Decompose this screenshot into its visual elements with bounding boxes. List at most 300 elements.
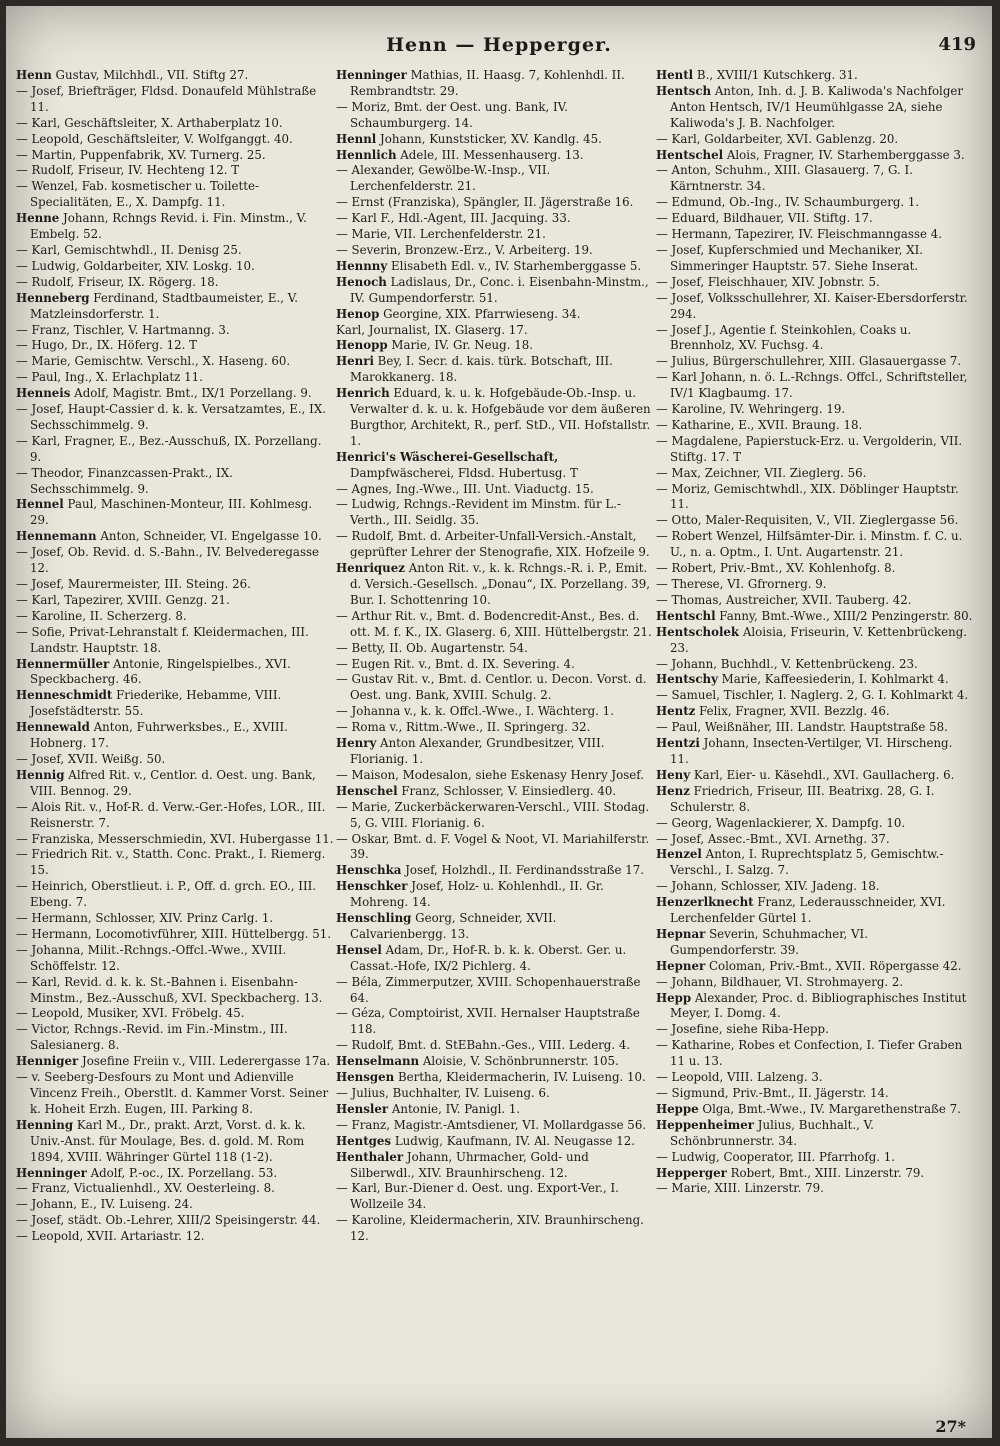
entry-details: — Josef, Ob. Revid. d. S.-Bahn., IV. Belvederegasse 12. [16, 545, 320, 576]
directory-entry [16, 577, 334, 593]
directory-entry [656, 211, 974, 227]
entry-surname: Henschling [336, 911, 412, 926]
directory-entry [16, 832, 334, 848]
column-left [16, 68, 334, 1408]
entry-details: — Rudolf, Friseur, IX. Rögerg. 18. [16, 274, 219, 289]
directory-entry [16, 497, 334, 529]
entry-details: — Wenzel, Fab. kosmetischer u. Toilette-Specialitäten, E., X. Dampfg. 11. [16, 179, 259, 210]
entry-details: — Hermann, Tapezirer, IV. Fleischmanngasse 4. [656, 227, 943, 242]
entry-details: — Leopold, Musiker, XVI. Fröbelg. 45. [16, 1006, 245, 1021]
entry-surname: Henniger [16, 1054, 79, 1069]
directory-entry [656, 991, 974, 1023]
entry-details: Johann, Rchngs Revid. i. Fin. Minstm., V. Embelg. 52. [30, 211, 307, 242]
entry-details: Coloman, Priv.-Bmt., XVII. Röpergasse 42. [705, 958, 962, 973]
directory-entry [656, 1038, 974, 1070]
entry-surname: Henschel [336, 783, 398, 798]
directory-entry [16, 800, 334, 832]
directory-entry [336, 354, 654, 386]
entry-details: — Martin, Puppenfabrik, XV. Turnerg. 25. [16, 147, 266, 162]
entry-details: — Theodor, Finanzcassen-Prakt., IX. Sechsschimmelg. 9. [16, 465, 233, 496]
entry-surname: Henschker [336, 879, 408, 894]
directory-entry [16, 259, 334, 275]
entry-details: Felix, Fragner, XVII. Bezzlg. 46. [695, 704, 890, 719]
directory-entry [16, 1022, 334, 1054]
entry-details: — Maison, Modesalon, siehe Eskenasy Henry Josef. [336, 767, 644, 782]
directory-entry [656, 402, 974, 418]
entry-surname: Henschka [336, 863, 402, 878]
directory-entry [336, 1054, 654, 1070]
directory-entry [16, 609, 334, 625]
entry-surname: Hentsch [656, 83, 712, 98]
entry-details: — Robert, Priv.-Bmt., XV. Kohlenhofg. 8. [656, 561, 896, 576]
entry-details: B., XVIII/1 Kutschkerg. 31. [693, 68, 858, 82]
directory-entry [16, 545, 334, 577]
entry-details: Aloisia, Friseurin, V. Kettenbrückeng. 23. [670, 624, 968, 655]
entry-details: Aloisie, V. Schönbrunnerstr. 105. [419, 1054, 619, 1069]
entry-details: Karl, Journalist, IX. Glaserg. 17. [336, 322, 528, 337]
directory-entry [16, 975, 334, 1007]
directory-entry [656, 847, 974, 879]
entry-surname: Hennlich [336, 147, 397, 162]
entry-details: Adolf, P.-oc., IX. Porzellang. 53. [86, 1165, 278, 1180]
directory-entry [336, 227, 654, 243]
entry-details: — Moriz, Bmt. der Oest. ung. Bank, IV. Schaumburgerg. 14. [336, 99, 568, 130]
entry-details: — Roma v., Rittm.-Wwe., II. Springerg. 32. [336, 720, 591, 735]
directory-entry [16, 163, 334, 179]
directory-entry [336, 768, 654, 784]
directory-entry [656, 354, 974, 370]
entry-details: Paul, Maschinen-Monteur, III. Kohlmesg. 29. [30, 497, 313, 528]
directory-entry [336, 450, 654, 482]
entry-details: — Sofie, Privat-Lehranstalt f. Kleidermachen, III. Landstr. Hauptstr. 18. [16, 624, 309, 655]
directory-entry [656, 704, 974, 720]
entry-details: — Hugo, Dr., IX. Höferg. 12. T [16, 338, 198, 353]
directory-entry [656, 720, 974, 736]
directory-entry [656, 163, 974, 195]
entry-details: — Thomas, Austreicher, XVII. Tauberg. 42. [656, 592, 912, 607]
directory-entry [336, 879, 654, 911]
directory-entry [656, 625, 974, 657]
entry-surname: Hepnar [656, 926, 706, 941]
entry-details: — Edmund, Ob.-Ing., IV. Schaumburgerg. 1. [656, 195, 920, 210]
entry-details: — Josef, Assec.-Bmt., XVI. Arnethg. 37. [656, 831, 890, 846]
directory-entry [16, 84, 334, 116]
entry-details: — Friedrich Rit. v., Statth. Conc. Prakt., I. Riemerg. 15. [16, 847, 326, 878]
entry-surname: Henri [336, 354, 374, 369]
entry-details: — Katharine, Robes et Confection, I. Tiefer Graben 11 u. 13. [656, 1038, 963, 1069]
directory-entry [336, 736, 654, 768]
directory-entry [16, 1006, 334, 1022]
directory-entry [16, 179, 334, 211]
entry-details: — Karl, Geschäftsleiter, X. Arthaberplatz 10. [16, 115, 283, 130]
entry-details: Anton, I. Ruprechtsplatz 5, Gemischtw.-Verschl., I. Salzg. 7. [670, 847, 944, 878]
entry-details: Johann, Uhrmacher, Gold- und Silberwdl., XIV. Braunhirscheng. 12. [350, 1149, 589, 1180]
page-number: 419 [938, 34, 976, 55]
directory-entry [656, 291, 974, 323]
entry-details: Josefine Freiin v., VIII. Lederergasse 17a. [78, 1054, 331, 1069]
entry-surname: Hentges [336, 1133, 392, 1148]
directory-entry [336, 863, 654, 879]
entry-details: — Josef J., Agentie f. Steinkohlen, Coaks u. Brennholz, XV. Fuchsg. 4. [656, 322, 912, 353]
entry-surname: Henn [16, 68, 52, 82]
entry-details: — Karl, Gemischtwhdl., II. Denisg 25. [16, 242, 242, 257]
entry-details: — Therese, VI. Gfrornerg. 9. [656, 577, 827, 591]
directory-entry [336, 529, 654, 561]
directory-entry [16, 434, 334, 466]
entry-details: — Josef, Maurermeister, III. Steing. 26. [16, 577, 251, 591]
directory-entry [336, 609, 654, 641]
entry-details: Anton, Inh. d. J. B. Kaliwoda's Nachfolger Anton Hentsch, IV/1 Heumühlgasse 2A, siehe Kaliwoda's J. B. Nachfolger. [670, 83, 963, 130]
directory-entry [656, 195, 974, 211]
entry-details: Dampfwäscherei, Fldsd. Hubertusg. T [350, 465, 578, 480]
entry-details: — Ernst (Franziska), Spängler, II. Jägerstraße 16. [336, 195, 634, 210]
signature-mark: 27* [935, 1417, 966, 1436]
entry-details: — Rudolf, Bmt. d. Arbeiter-Unfall-Versich.-Anstalt, geprüfter Lehrer der Stenografie, XIX. Hofzeile 9. [336, 529, 650, 560]
entry-details: Olga, Bmt.-Wwe., IV. Margarethenstraße 7. [698, 1101, 961, 1116]
entry-details: Josef, Holz- u. Kohlenhdl., II. Gr. Mohreng. 14. [350, 879, 604, 910]
entry-details: Friederike, Hebamme, VIII. Josefstädterstr. 55. [30, 688, 282, 719]
entry-details: — Julius, Bürgerschullehrer, XIII. Glasauergasse 7. [656, 354, 962, 369]
entry-details: — Marie, XIII. Linzerstr. 79. [656, 1181, 824, 1196]
entry-details: — Leopold, VIII. Lalzeng. 3. [656, 1070, 823, 1085]
entry-details: — Leopold, Geschäftsleiter, V. Wolfganggt. 40. [16, 131, 293, 146]
entry-details: — Béla, Zimmerputzer, XVIII. Schopenhauerstraße 64. [336, 974, 641, 1005]
entry-details: — Katharine, E., XVII. Braung. 18. [656, 417, 863, 432]
directory-entry [16, 879, 334, 911]
directory-entry [16, 211, 334, 243]
entry-details: — Rudolf, Bmt. d. StEBahn.-Ges., VIII. Lederg. 4. [336, 1038, 631, 1053]
entry-details: — Josef, Kupferschmied und Mechaniker, XI. Simmeringer Hauptstr. 57. Siehe Inserat. [656, 242, 923, 273]
entry-details: Ferdinand, Stadtbaumeister, E., V. Matzleinsdorferstr. 1. [30, 290, 299, 321]
entry-details: Ludwig, Kaufmann, IV. Al. Neugasse 12. [391, 1133, 635, 1148]
entry-details: — Franz, Tischler, V. Hartmanng. 3. [16, 322, 230, 337]
directory-entry [16, 323, 334, 339]
entry-surname: Henopp [336, 338, 388, 353]
directory-entry [656, 832, 974, 848]
directory-entry [656, 1181, 974, 1197]
entry-details: — Johann, E., IV. Luiseng. 24. [16, 1197, 193, 1212]
entry-surname: Heppenheimer [656, 1117, 754, 1132]
entry-details: — Marie, VII. Lerchenfelderstr. 21. [336, 227, 546, 242]
entry-details: — Oskar, Bmt. d. F. Vogel & Noot, VI. Mariahilferstr. 39. [336, 831, 650, 862]
entry-surname: Hepner [656, 958, 706, 973]
directory-entry [656, 482, 974, 514]
entry-details: Eduard, k. u. k. Hofgebäude-Ob.-Insp. u. Verwalter d. k. u. k. Hofgebäude vor dem äußeren Burgthor, Architekt, R., perf. StD., VII. Hofstallstr. 1. [350, 386, 651, 448]
directory-entry [656, 561, 974, 577]
directory-entry [656, 529, 974, 561]
directory-entry [336, 100, 654, 132]
directory-entry [656, 1150, 974, 1166]
entry-details: Anton Rit. v., k. k. Rchngs.-R. i. P., Emit. d. Versich.-Gesellsch. „Donau“, IX. Porzellang. 39, Bur. I. Schottenring 10. [350, 561, 650, 607]
page-header [6, 34, 992, 64]
directory-entry [656, 243, 974, 275]
directory-entry [656, 323, 974, 355]
entry-details: Alois, Fragner, IV. Starhemberggasse 3. [723, 147, 965, 162]
directory-entry [16, 529, 334, 545]
directory-entry [336, 163, 654, 195]
directory-entry [336, 1102, 654, 1118]
directory-entry [16, 752, 334, 768]
entry-details: — Anton, Schuhm., XIII. Glasauerg. 7, G. I. Kärntnerstr. 34. [656, 163, 913, 194]
entry-details: — Ludwig, Cooperator, III. Pfarrhofg. 1. [656, 1149, 896, 1164]
directory-entry [336, 482, 654, 498]
directory-entry [656, 816, 974, 832]
entry-surname: Hentscholek [656, 624, 740, 639]
entry-surname: Hentschel [656, 147, 724, 162]
directory-entry [656, 466, 974, 482]
entry-details: Antonie, IV. Panigl. 1. [388, 1101, 521, 1116]
entry-details: Bey, I. Secr. d. kais. türk. Botschaft, III. Marokkanerg. 18. [350, 354, 613, 385]
directory-entry [16, 338, 334, 354]
directory-entry [336, 323, 654, 339]
entry-details: Franz, Schlosser, V. Einsiedlerg. 40. [397, 783, 617, 798]
entry-details: — Karoline, II. Scherzerg. 8. [16, 608, 187, 623]
directory-entry [656, 672, 974, 688]
entry-surname: Hennel [16, 497, 64, 512]
entry-details: — Hermann, Schlosser, XIV. Prinz Carlg. 1. [16, 911, 274, 926]
directory-entry [656, 895, 974, 927]
entry-details: — Alois Rit. v., Hof-R. d. Verw.-Ger.-Hofes, LOR., III. Reisnerstr. 7. [16, 799, 326, 830]
directory-entry [656, 593, 974, 609]
directory-entry [16, 1166, 334, 1182]
entry-surname: Henneis [16, 386, 71, 401]
entry-details: — Karl, Goldarbeiter, XVI. Gablenzg. 20. [656, 131, 899, 146]
directory-entry [656, 418, 974, 434]
entry-details: Georg, Schneider, XVII. Calvarienbergg. 13. [350, 911, 557, 941]
entry-details: Gustav, Milchhdl., VII. Stiftg 27. [51, 68, 249, 82]
directory-entry [656, 1022, 974, 1038]
entry-surname: Henne [16, 211, 60, 226]
entry-details: — Karl, Bur.-Diener d. Oest. ung. Export-Ver., I. Wollzeile 34. [336, 1181, 619, 1212]
entry-details: — Josef, Fleischhauer, XIV. Jobnstr. 5. [656, 274, 880, 289]
directory-entry [336, 497, 654, 529]
entry-details: — Otto, Maler-Requisiten, V., VII. Zieglergasse 56. [656, 513, 959, 528]
column-right [656, 68, 974, 1408]
directory-entry [336, 1038, 654, 1054]
entry-details: Robert, Bmt., XIII. Linzerstr. 79. [726, 1165, 925, 1180]
entry-surname: Hentz [656, 704, 696, 719]
directory-entry [656, 132, 974, 148]
directory-entry [16, 466, 334, 498]
directory-entry [16, 354, 334, 370]
directory-entry [336, 259, 654, 275]
entry-surname: Henselmann [336, 1054, 420, 1069]
entry-details: — Agnes, Ing.-Wwe., III. Unt. Viaductg. 15. [336, 481, 594, 496]
directory-entry [656, 148, 974, 164]
entry-details: Marie, IV. Gr. Neug. 18. [387, 338, 533, 353]
entry-details: Julius, Buchhalt., V. Schönbrunnerstr. 34. [670, 1117, 874, 1148]
directory-entry [16, 1054, 334, 1070]
entry-surname: Hensel [336, 942, 382, 957]
entry-details: — Eugen Rit. v., Bmt. d. IX. Severing. 4. [336, 656, 575, 671]
entry-details: — Johanna v., k. k. Offcl.-Wwe., I. Wächterg. 1. [336, 704, 614, 719]
entry-surname: Hennny [336, 258, 388, 273]
entry-details: — Ludwig, Rchngs.-Revident im Minstm. für L.-Verth., III. Seidlg. 35. [336, 497, 621, 528]
directory-entry [656, 1118, 974, 1150]
directory-entry [16, 625, 334, 657]
entry-details: — Franziska, Messerschmiedin, XVI. Hubergasse 11. [16, 831, 334, 846]
entry-details: Franz, Lederausschneider, XVI. Lerchenfelder Gürtel 1. [670, 895, 946, 926]
directory-entry [336, 148, 654, 164]
entry-details: — Max, Zeichner, VII. Zieglerg. 56. [656, 465, 867, 480]
entry-details: — Arthur Rit. v., Bmt. d. Bodencredit-Anst., Bes. d. ott. M. f. K., IX. Glaserg. 6, XIII. Hüttelbergstr. 21. [336, 608, 652, 639]
entry-surname: Heppe [656, 1101, 699, 1116]
directory-entry [656, 784, 974, 816]
entry-details: — Moriz, Gemischtwhdl., XIX. Döblinger Hauptstr. 11. [656, 481, 959, 512]
entry-details: Anton Alexander, Grundbesitzer, VIII. Florianig. 1. [350, 736, 605, 766]
entry-details: — Johann, Schlosser, XIV. Jadeng. 18. [656, 879, 880, 894]
entry-details: — Josef, städt. Ob.-Lehrer, XIII/2 Speisingerstr. 44. [16, 1213, 321, 1228]
directory-entry [336, 672, 654, 704]
entry-surname: Henrici's Wäscherei-Gesellschaft, [336, 449, 559, 464]
entry-details: Adele, III. Messenhauserg. 13. [396, 147, 584, 162]
entry-details: Marie, Kaffeesiederin, I. Kohlmarkt 4. [717, 672, 949, 687]
entry-details: — Karl, Revid. d. k. k. St.-Bahnen i. Eisenbahn-Minstm., Bez.-Ausschuß, XVI. Speckbacherg. 13. [16, 974, 323, 1005]
entry-details: — Josef, Briefträger, Fldsd. Donaufeld Mühlstraße 11. [16, 83, 317, 114]
entry-details: — Karl, Fragner, E., Bez.-Ausschuß, IX. Porzellang. 9. [16, 433, 322, 464]
directory-entry [656, 84, 974, 132]
entry-surname: Heny [656, 767, 691, 782]
entry-surname: Henoch [336, 274, 387, 289]
directory-entry [336, 1150, 654, 1182]
directory-entry [656, 1070, 974, 1086]
entry-details: — Severin, Bronzew.-Erz., V. Arbeiterg. 19. [336, 242, 593, 257]
entry-details: — Gustav Rit. v., Bmt. d. Centlor. u. Decon. Vorst. d. Oest. ung. Bank, XVIII. Schulg. 2. [336, 672, 647, 703]
entry-surname: Henneschmidt [16, 688, 113, 703]
entry-details: — Josef, Haupt-Cassier d. k. k. Versatzamtes, E., IX. Sechsschimmelg. 9. [16, 402, 326, 432]
directory-entry [336, 943, 654, 975]
entry-surname: Hentschy [656, 672, 718, 687]
entry-details: — Karl, Tapezirer, XVIII. Genzg. 21. [16, 592, 230, 607]
entry-details: Antonie, Ringelspielbes., XVI. Speckbacherg. 46. [30, 656, 291, 687]
directory-entry [656, 227, 974, 243]
directory-entry [16, 593, 334, 609]
directory-entry [336, 1134, 654, 1150]
entry-details: — Leopold, XVII. Artariastr. 12. [16, 1229, 205, 1244]
entry-surname: Hepperger [656, 1165, 727, 1180]
entry-surname: Hennig [16, 767, 65, 782]
directory-entry [336, 1070, 654, 1086]
entry-surname: Hennewald [16, 720, 90, 735]
entry-details: — Paul, Ing., X. Erlachplatz 11. [16, 370, 203, 385]
entry-details: Mathias, II. Haasg. 7, Kohlenhdl. II. Rembrandtstr. 29. [350, 68, 625, 98]
directory-entry [656, 1102, 974, 1118]
directory-entry [656, 577, 974, 593]
entry-surname: Henthaler [336, 1149, 404, 1164]
entry-details: — Alexander, Gewölbe-W.-Insp., VII. Lerchenfelderstr. 21. [336, 163, 551, 194]
entry-details: Karl M., Dr., prakt. Arzt, Vorst. d. k. k. Univ.-Anst. für Moulage, Bes. d. gold. M. Rom 1894, XVIII. Währinger Gürtel 118 (1-2). [30, 1117, 306, 1164]
entry-surname: Henz [656, 783, 690, 798]
entry-details: Elisabeth Edl. v., IV. Starhemberggasse 5. [387, 258, 642, 273]
entry-details: — Karl F., Hdl.-Agent, III. Jacquing. 33. [336, 211, 571, 226]
entry-surname: Hepp [656, 990, 692, 1005]
directory-entry [16, 116, 334, 132]
directory-entry [16, 657, 334, 689]
entry-surname: Henrich [336, 386, 390, 401]
entry-details: — Johanna, Milit.-Rchngs.-Offcl.-Wwe., XVIII. Schöffelstr. 12. [16, 942, 287, 973]
directory-entry [16, 688, 334, 720]
entry-details: Friedrich, Friseur, III. Beatrixg. 28, G. I. Schulerstr. 8. [670, 783, 935, 814]
directory-entry [336, 307, 654, 323]
entry-details: — Josefine, siehe Riba-Hepp. [656, 1022, 829, 1037]
directory-entry [16, 68, 334, 84]
directory-entry [656, 975, 974, 991]
entry-details: Josef, Holzhdl., II. Ferdinandsstraße 17. [401, 863, 645, 878]
directory-entry [336, 243, 654, 259]
directory-entry [656, 879, 974, 895]
directory-entry [336, 1086, 654, 1102]
entry-details: — Sigmund, Priv.-Bmt., II. Jägerstr. 14. [656, 1086, 889, 1100]
directory-entry [656, 513, 974, 529]
entry-surname: Henning [16, 1117, 74, 1132]
directory-entry [16, 291, 334, 323]
directory-entry [336, 784, 654, 800]
entry-details: — Heinrich, Oberstlieut. i. P., Off. d. grch. EO., III. Ebeng. 7. [16, 879, 317, 910]
directory-entry [656, 768, 974, 784]
entry-surname: Hentl [656, 68, 694, 82]
directory-entry [336, 657, 654, 673]
directory-entry [656, 927, 974, 959]
directory-entry [16, 847, 334, 879]
entry-details: Johann, Kunststicker, XV. Kandlg. 45. [376, 131, 602, 146]
directory-entry [656, 370, 974, 402]
directory-entry [336, 911, 654, 943]
entry-details: — Rudolf, Friseur, IV. Hechteng 12. T [16, 163, 240, 178]
directory-entry [656, 1086, 974, 1102]
entry-details: — Josef, Volksschullehrer, XI. Kaiser-Ebersdorferstr. 294. [656, 290, 968, 321]
directory-entry [16, 720, 334, 752]
directory-entry [16, 132, 334, 148]
column-middle [336, 68, 654, 1408]
directory-entry [16, 911, 334, 927]
entry-details: — Betty, II. Ob. Augartenstr. 54. [336, 640, 528, 655]
entry-details: — Johann, Bildhauer, VI. Strohmayerg. 2. [656, 974, 904, 989]
directory-entry [336, 1181, 654, 1213]
entry-details: — Johann, Buchhdl., V. Kettenbrückeng. 23. [656, 656, 918, 671]
entry-details: — Eduard, Bildhauer, VII. Stiftg. 17. [656, 211, 873, 226]
entry-details: — Marie, Gemischtw. Verschl., X. Haseng. 60. [16, 354, 291, 369]
entry-details: Adolf, Magistr. Bmt., IX/1 Porzellang. 9. [70, 386, 312, 401]
entry-details: Adam, Dr., Hof-R. b. k. k. Oberst. Ger. u. Cassat.-Hofe, IX/2 Pichlerg. 4. [350, 942, 627, 973]
entry-surname: Henninger [336, 68, 407, 82]
directory-entry [336, 561, 654, 609]
entry-surname: Hensler [336, 1101, 389, 1116]
directory-entry [336, 704, 654, 720]
entry-details: — Franz, Magistr.-Amtsdiener, VI. Mollardgasse 56. [336, 1117, 647, 1132]
directory-entry [16, 402, 334, 434]
directory-entry [656, 657, 974, 673]
directory-entry [656, 1166, 974, 1182]
entry-details: — Josef, XVII. Weißg. 50. [16, 751, 166, 766]
entry-details: Georgine, XIX. Pfarrwieseng. 34. [379, 306, 581, 321]
directory-entry [656, 275, 974, 291]
directory-entry [16, 1229, 334, 1245]
entry-details: Anton, Fuhrwerksbes., E., XVIII. Hobnerg. 17. [30, 720, 288, 751]
directory-entry [16, 1070, 334, 1118]
directory-entry [16, 148, 334, 164]
entry-surname: Henzel [656, 847, 702, 862]
directory-entry [656, 736, 974, 768]
directory-entry [16, 386, 334, 402]
entry-surname: Henzerlknecht [656, 895, 754, 910]
entry-details: — Paul, Weißnäher, III. Landstr. Hauptstraße 58. [656, 720, 948, 735]
entry-surname: Hensgen [336, 1070, 395, 1085]
directory-entry [336, 1213, 654, 1245]
directory-entry [656, 959, 974, 975]
entry-surname: Hentzi [656, 736, 700, 751]
entry-details: — Hermann, Locomotivführer, XIII. Hüttelbergg. 51. [16, 926, 332, 941]
entry-details: — Géza, Comptoirist, XVII. Hernalser Hauptstraße 118. [336, 1006, 640, 1037]
